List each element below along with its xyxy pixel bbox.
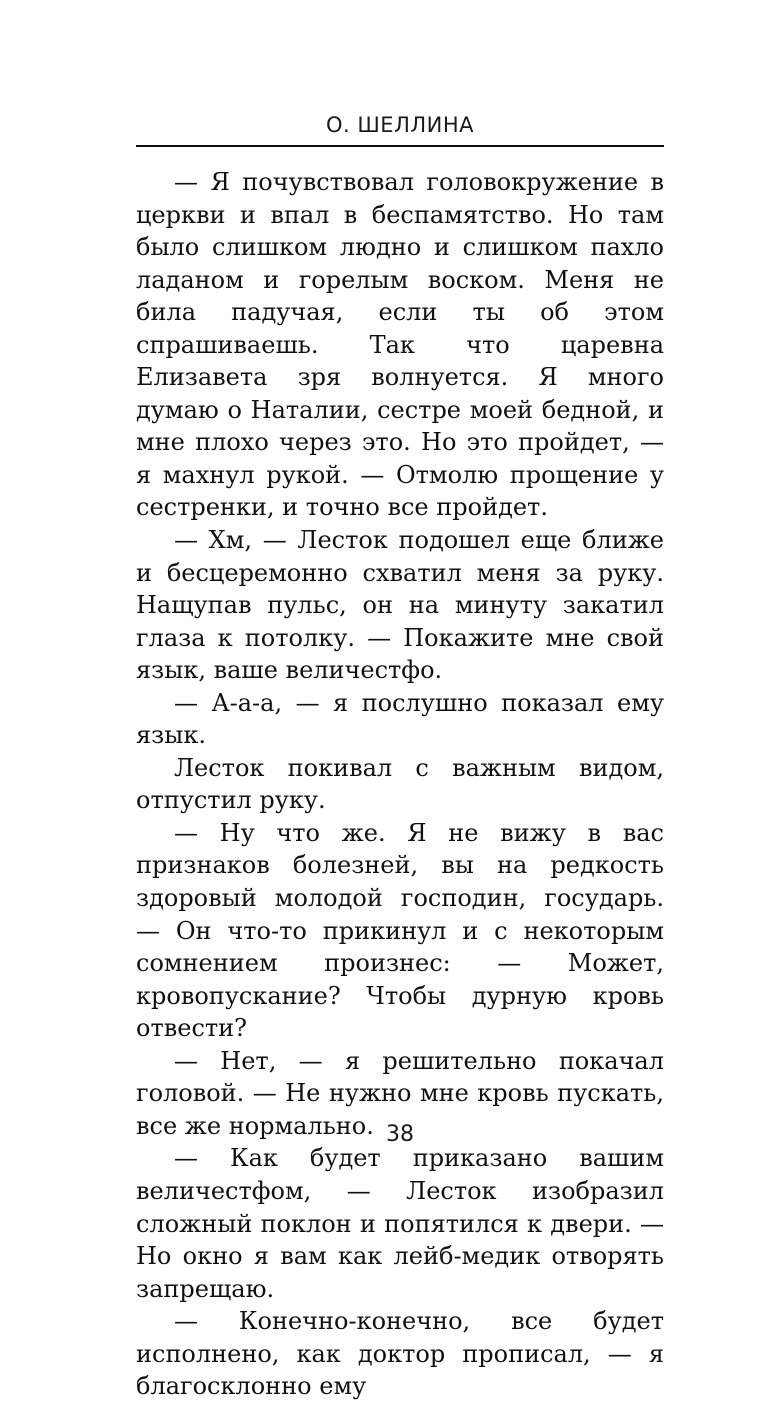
paragraph: — Хм, — Лесток подошел еще ближе и бесцеремонно схватил меня за руку. Нащупав пульс, он на минуту закатил глаза к потолку. — Покажите мне свой язык, ваше величестфо. [136,526,664,685]
paragraph: — Конечно-конечно, все будет исполнено, как доктор прописал, — я благосклонно ему [136,1307,664,1401]
paragraph: — Ну что же. Я не вижу в вас признаков болезней, вы на редкость здоровый молодой господин, государь. — Он что-то прикинул и с некоторым сомнением произнес: — Может, кровопускание? Чтобы дурную кровь отвести? [136,818,664,1043]
header-rule [136,145,664,147]
paragraph: — А-а-а, — я послушно показал ему язык. [136,688,664,750]
running-head-author: О. ШЕЛЛИНА [325,113,475,137]
paragraph: Лесток покивал с важным видом, отпустил руку. [136,753,664,815]
page-number: 38 [386,1122,414,1147]
paragraph: — Как будет приказано вашим величестфом, — Лесток изобразил сложный поклон и попятился к двери. — Но окно я вам как лейб-медик отворять запрещаю. [136,1144,664,1303]
body-text [136,166,664,1403]
paragraph: — Я почувствовал головокружение в церкви и впал в беспамятство. Но там было слишком людно и слишком пахло ладаном и горелым воском. Меня не била падучая, если ты об этом спрашиваешь. Так что царевна Елизавета зря волнуется. Я много думаю о Наталии, сестре моей бедной, и мне плохо через это. Но это пройдет, — я махнул рукой. — Отмолю прощение у сестренки, и точно все пройдет. [136,168,664,522]
paragraph: — Нет, — я решительно покачал головой. — Не нужно мне кровь пускать, все же нормально. [136,1046,664,1140]
